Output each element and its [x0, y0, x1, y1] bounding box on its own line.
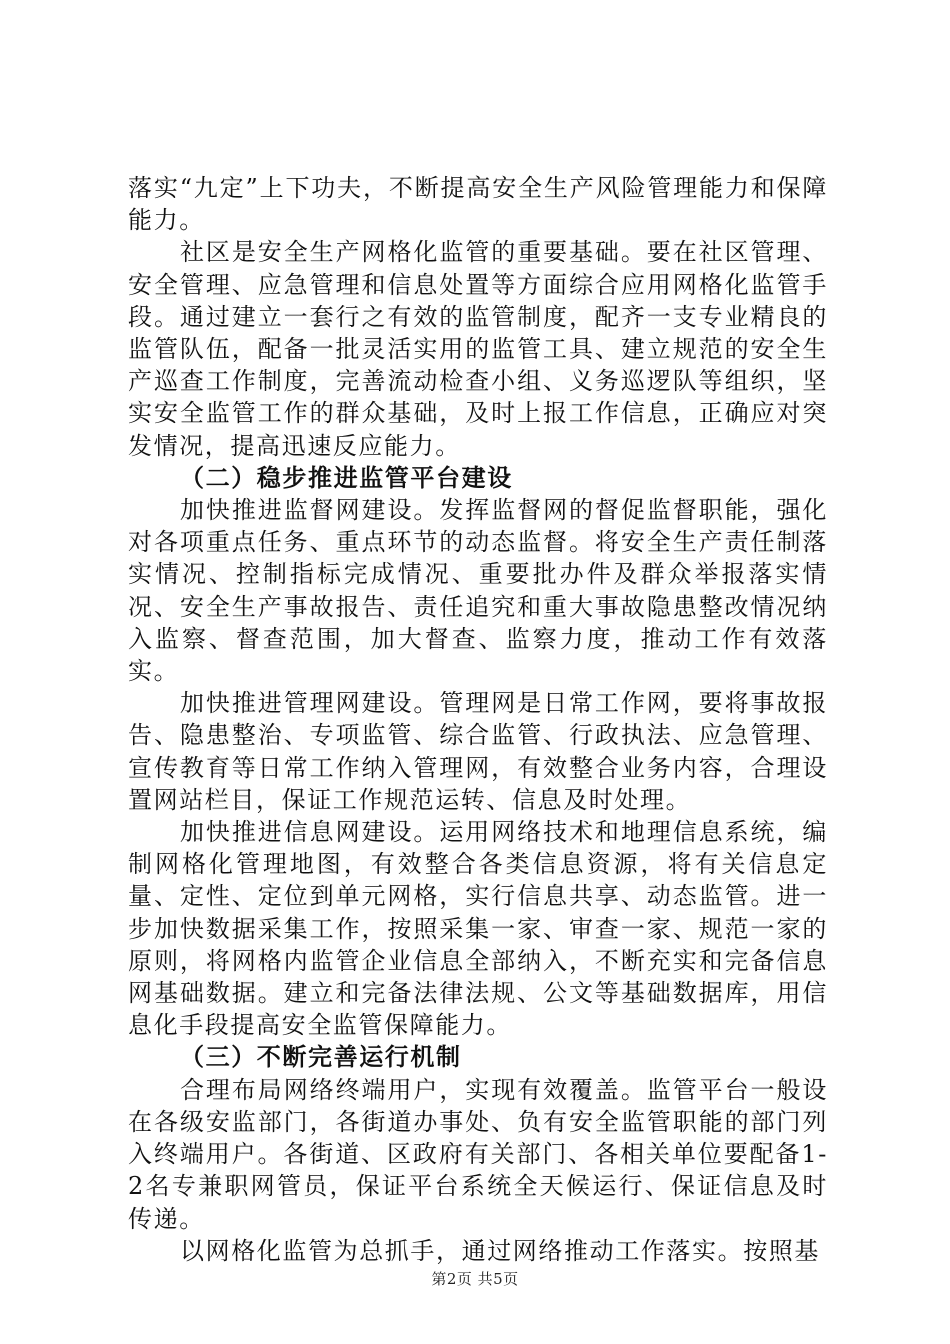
paragraph-community-supervision: 社区是安全生产网格化监管的重要基础。要在社区管理、安全管理、应急管理和信息处置等方面综合应用网格化监管手段。通过建立一套行之有效的监管制度，配齐一支专业精良的监管队伍，配备一批灵活实用的监管工具、建立规范的安全生产巡查工作制度，完善流动检查小组、义务巡逻队等组织，坚实安全监管工作的群众基础，及时上报工作信息，正确应对突发情况，提高迅速反应能力。	[128, 238, 828, 460]
paragraph-terminal-users: 合理布局网络终端用户，实现有效覆盖。监管平台一般设在各级安监部门，各街道办事处、负有安全监管职能的部门列入终端用户。各街道、区政府有关部门、各相关单位要配备1-2名专兼职网管员，保证平台系统全天候运行、保证信息及时传递。	[128, 1075, 828, 1233]
paragraph-grid-supervision: 以网格化监管为总抓手，通过网络推动工作落实。按照基	[180, 1236, 820, 1265]
document-body	[128, 172, 828, 1267]
paragraph-information-network: 加快推进信息网建设。运用网络技术和地理信息系统，编制网格化管理地图，有效整合各类信息资源，将有关信息定量、定性、定位到单元网格，实行信息共享、动态监管。进一步加快数据采集工作，按照采集一家、审查一家、规范一家的原则，将网格内监管企业信息全部纳入，不断充实和完备信息网基础数据。建立和完备法律法规、公文等基础数据库，用信息化手段提高安全监管保障能力。	[128, 818, 828, 1040]
paragraph-management-network: 加快推进管理网建设。管理网是日常工作网，要将事故报告、隐患整治、专项监管、综合监管、行政执法、应急管理、宣传教育等日常工作纳入管理网，有效整合业务内容，合理设置网站栏目，保证工作规范运转、信息及时处理。	[128, 689, 828, 814]
page-number-footer: 第2页 共5页	[431, 1270, 519, 1288]
paragraph-supervision-network: 加快推进监督网建设。发挥监督网的督促监督职能，强化对各项重点任务、重点环节的动态监督。将安全生产责任制落实情况、控制指标完成情况、重要批办件及群众举报落实情况、安全生产事故报告、责任追究和重大事故隐患整改情况纳入监察、督查范围，加大督查、监察力度，推动工作有效落实。	[128, 496, 828, 686]
paragraph-continuation: 落实“九定”上下功夫，不断提高安全生产风险管理能力和保障能力。	[128, 174, 828, 235]
section-heading-platform-construction: （二）稳步推进监管平台建设	[180, 462, 513, 492]
section-heading-operating-mechanism: （三）不断完善运行机制	[180, 1042, 462, 1072]
